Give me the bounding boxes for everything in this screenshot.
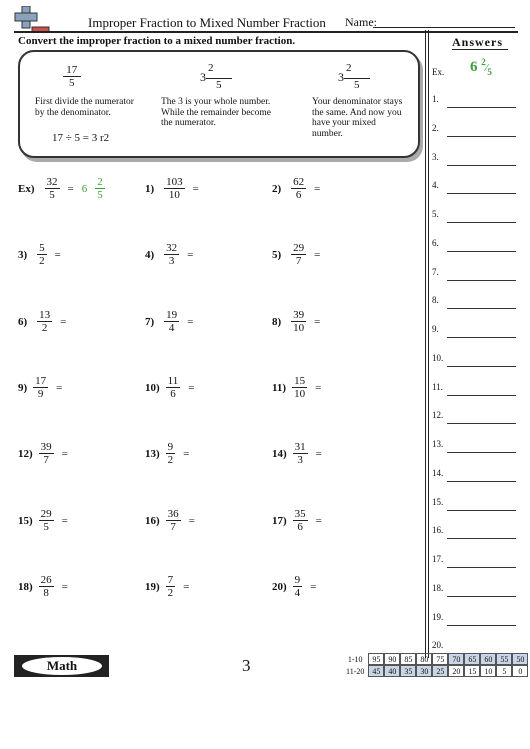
answer-row — [432, 267, 518, 281]
answer-line[interactable] — [447, 423, 516, 424]
problem-number: 10) — [145, 381, 160, 394]
score-cell: 85 — [400, 653, 416, 665]
problem-item — [145, 176, 199, 201]
problem-number: 8) — [272, 315, 282, 328]
answer-line[interactable] — [447, 280, 516, 281]
answer-label: 18. — [432, 582, 444, 593]
equals-sign: = — [183, 580, 190, 593]
score-cell: 55 — [496, 653, 512, 665]
answer-line[interactable] — [447, 337, 516, 338]
example-step3-text: Your denominator stays the same. And now you have your mixed number. — [312, 97, 403, 139]
answer-row — [432, 180, 518, 194]
header-divider — [14, 31, 518, 33]
problem-item — [145, 242, 193, 267]
improper-fraction: $\frac{31}{3}$ — [294, 441, 306, 466]
problem-item — [272, 508, 322, 533]
equals-sign: = — [315, 447, 322, 460]
improper-fraction: $\frac{29}{5}$ — [40, 508, 52, 533]
problem-item — [18, 242, 61, 267]
score-cell: 80 — [416, 653, 432, 665]
problem-item — [18, 375, 62, 400]
answer-line[interactable] — [447, 366, 516, 367]
equals-sign: = — [314, 248, 321, 261]
equals-sign: = — [61, 514, 68, 527]
score-cell: 5 — [496, 665, 512, 677]
equals-sign: = — [310, 580, 317, 593]
answer-row — [432, 123, 518, 137]
improper-fraction: $\frac{7}{2}$ — [167, 574, 174, 599]
problem-number: 1) — [145, 182, 155, 195]
improper-fraction: $\frac{26}{8}$ — [40, 574, 52, 599]
problem-item — [272, 242, 320, 267]
improper-fraction: $\frac{13}{2}$ — [39, 309, 51, 334]
score-cell: 45 — [368, 665, 384, 677]
score-table — [344, 653, 528, 677]
score-cell: 40 — [384, 665, 400, 677]
improper-fraction: $\frac{36}{7}$ — [167, 508, 179, 533]
answer-row — [432, 468, 518, 482]
answer-label: 5. — [432, 209, 439, 219]
problem-item — [18, 508, 68, 533]
answer-row — [432, 209, 518, 223]
answer-label: 3. — [432, 151, 439, 162]
score-cell: 75 — [432, 653, 448, 665]
answer-label: 11. — [432, 381, 443, 392]
answer-label: 19. — [432, 611, 444, 622]
score-cell: 60 — [480, 653, 496, 665]
score-cell: 70 — [448, 653, 464, 665]
score-row — [344, 653, 528, 665]
improper-fraction: $\frac{39}{7}$ — [40, 441, 52, 466]
answer-line[interactable] — [447, 538, 516, 539]
problem-item — [272, 375, 321, 400]
score-cell: 15 — [464, 665, 480, 677]
answer-label: 7. — [432, 266, 439, 277]
equals-sign: = — [183, 447, 190, 460]
answer-label: 10. — [432, 352, 444, 363]
answer-column-border — [425, 30, 426, 658]
answer-line[interactable] — [447, 567, 516, 568]
problem-number: 3) — [18, 248, 28, 261]
example-step1-text: First divide the numerator by the denominator. — [35, 97, 134, 118]
answer-row — [432, 583, 518, 597]
equals-sign: = — [315, 514, 322, 527]
answer-line[interactable] — [447, 452, 516, 453]
improper-fraction: $\frac{35}{6}$ — [294, 508, 306, 533]
improper-fraction: $\frac{19}{4}$ — [166, 309, 178, 334]
answer-label: 12. — [432, 410, 444, 421]
answer-label: 9. — [432, 324, 439, 334]
equals-sign: = — [192, 182, 199, 195]
problem-number: 4) — [145, 248, 155, 261]
problem-number: 12) — [18, 447, 33, 460]
problem-number: 20) — [272, 580, 287, 593]
equals-sign: = — [61, 580, 68, 593]
example-step2-text: The 3 is your whole number. While the remainder become the numerator. — [161, 97, 271, 128]
answer-row — [432, 439, 518, 453]
problem-number: 13) — [145, 447, 160, 460]
answer-label: 4. — [432, 180, 439, 191]
problem-item — [18, 574, 68, 599]
example-step2-mixed: 3 $\frac{2}{5}$ — [200, 66, 232, 91]
equals-sign: = — [67, 182, 74, 195]
score-cell: 20 — [448, 665, 464, 677]
answer-line[interactable] — [447, 625, 516, 626]
answer-example-label: Ex. — [432, 67, 445, 77]
answer-row — [432, 152, 518, 166]
example-step3-mixed: 3 $\frac{2}{5}$ — [338, 66, 370, 91]
problem-item — [145, 574, 189, 599]
improper-fraction: $\frac{62}{6}$ — [293, 176, 305, 201]
answer-label: 20. — [432, 640, 444, 651]
answer-line[interactable] — [447, 481, 516, 482]
name-field-line[interactable] — [373, 27, 515, 28]
answer-label: 16. — [432, 525, 444, 536]
score-cell: 35 — [400, 665, 416, 677]
equals-sign: = — [314, 182, 321, 195]
equals-sign: = — [187, 315, 194, 328]
answer-line[interactable] — [447, 222, 516, 223]
problem-number: 7) — [145, 315, 155, 328]
answer-line[interactable] — [447, 193, 516, 194]
problem-item — [272, 309, 320, 334]
name-label: Name: — [345, 15, 377, 29]
score-range-label: 1-10 — [347, 654, 363, 664]
problem-number: 16) — [145, 514, 160, 527]
answer-row — [432, 525, 518, 539]
equals-sign: = — [61, 447, 68, 460]
answer-row — [432, 353, 518, 367]
answer-row — [432, 497, 518, 511]
problem-number: 17) — [272, 514, 287, 527]
problem-number: 11) — [272, 381, 287, 394]
problem-number: 14) — [272, 447, 287, 460]
answer-row — [432, 324, 518, 338]
page-title: Improper Fraction to Mixed Number Fraction — [88, 15, 326, 30]
equals-sign: = — [187, 248, 194, 261]
problem-item — [18, 309, 66, 334]
improper-fraction: $\frac{9}{4}$ — [294, 574, 301, 599]
problem-number: 15) — [18, 514, 33, 527]
problem-number: 5) — [272, 248, 282, 261]
score-row — [344, 665, 528, 677]
answer-label: 2. — [432, 122, 439, 133]
equals-sign: = — [314, 315, 321, 328]
problem-number: 9) — [18, 381, 28, 394]
problem-item — [272, 176, 320, 201]
answer-label: 13. — [432, 439, 444, 449]
score-range-label: 11-20 — [346, 666, 365, 676]
answers-title: Answers — [452, 35, 503, 49]
problem-item — [272, 441, 322, 466]
answer-row — [432, 382, 518, 396]
score-cell: 95 — [368, 653, 384, 665]
improper-fraction: $\frac{39}{10}$ — [293, 309, 305, 334]
improper-fraction: $\frac{32}{5}$ — [46, 176, 58, 201]
problem-number: 6) — [18, 315, 28, 328]
example-answer: 6 $\frac{2}{5}$ — [81, 176, 103, 201]
math-cross-icon — [14, 6, 50, 34]
score-cell: 25 — [432, 665, 448, 677]
score-cell: 0 — [512, 665, 528, 677]
problem-item — [145, 375, 194, 400]
improper-fraction: $\frac{17}{9}$ — [35, 375, 47, 400]
answer-row — [432, 238, 518, 252]
problem-number: 2) — [272, 182, 282, 195]
example-step1-fraction: $\frac{17}{5}$ — [63, 64, 81, 89]
instructions: Convert the improper fraction to a mixed number fraction. — [18, 35, 296, 47]
score-cell: 90 — [384, 653, 400, 665]
answer-line[interactable] — [447, 510, 516, 511]
example-step1-work: 17 ÷ 5 = 3 r2 — [52, 132, 110, 144]
answer-label: 15. — [432, 496, 444, 507]
improper-fraction: $\frac{15}{10}$ — [294, 375, 306, 400]
page-number: 3 — [242, 656, 251, 675]
answer-line[interactable] — [447, 165, 516, 166]
answer-line[interactable] — [447, 308, 516, 309]
answer-line[interactable] — [447, 395, 516, 396]
answer-column-border-inner — [428, 30, 429, 658]
problem-example — [18, 176, 105, 201]
equals-sign: = — [60, 315, 67, 328]
problem-item — [145, 508, 195, 533]
answer-row — [432, 554, 518, 568]
answer-label: 1. — [432, 94, 439, 104]
problem-number: Ex) — [18, 182, 35, 195]
subject-label: Math — [22, 657, 102, 675]
problem-item — [145, 309, 193, 334]
answer-row — [432, 612, 518, 626]
score-cell: 30 — [416, 665, 432, 677]
answer-example-value: 6 $^2⁄_5$ — [470, 57, 492, 77]
answer-label: 8. — [432, 295, 439, 306]
problem-number: 18) — [18, 580, 33, 593]
problem-item — [145, 441, 189, 466]
equals-sign: = — [56, 381, 63, 394]
improper-fraction: $\frac{5}{2}$ — [39, 242, 45, 267]
improper-fraction: $\frac{9}{2}$ — [167, 441, 174, 466]
equals-sign: = — [188, 514, 195, 527]
answer-line[interactable] — [447, 107, 516, 108]
equals-sign: = — [54, 248, 61, 261]
answer-label: 6. — [432, 237, 439, 248]
answer-row — [432, 295, 518, 309]
equals-sign: = — [315, 381, 322, 394]
answer-row — [432, 410, 518, 424]
answers-title-underline — [452, 49, 508, 50]
score-cell: 50 — [512, 653, 528, 665]
answer-line[interactable] — [447, 136, 516, 137]
equals-sign: = — [188, 381, 195, 394]
problem-number: 19) — [145, 580, 160, 593]
score-cell: 10 — [480, 665, 496, 677]
score-cell: 65 — [464, 653, 480, 665]
answer-line[interactable] — [447, 596, 516, 597]
improper-fraction: $\frac{29}{7}$ — [293, 242, 305, 267]
answer-label: 17. — [432, 554, 444, 564]
problem-item — [272, 574, 316, 599]
problem-item — [18, 441, 68, 466]
improper-fraction: $\frac{32}{3}$ — [166, 242, 178, 267]
answer-label: 14. — [432, 467, 444, 478]
answer-line[interactable] — [447, 251, 516, 252]
answer-row — [432, 94, 518, 108]
improper-fraction: $\frac{103}{10}$ — [166, 176, 183, 201]
improper-fraction: $\frac{11}{6}$ — [167, 375, 179, 400]
